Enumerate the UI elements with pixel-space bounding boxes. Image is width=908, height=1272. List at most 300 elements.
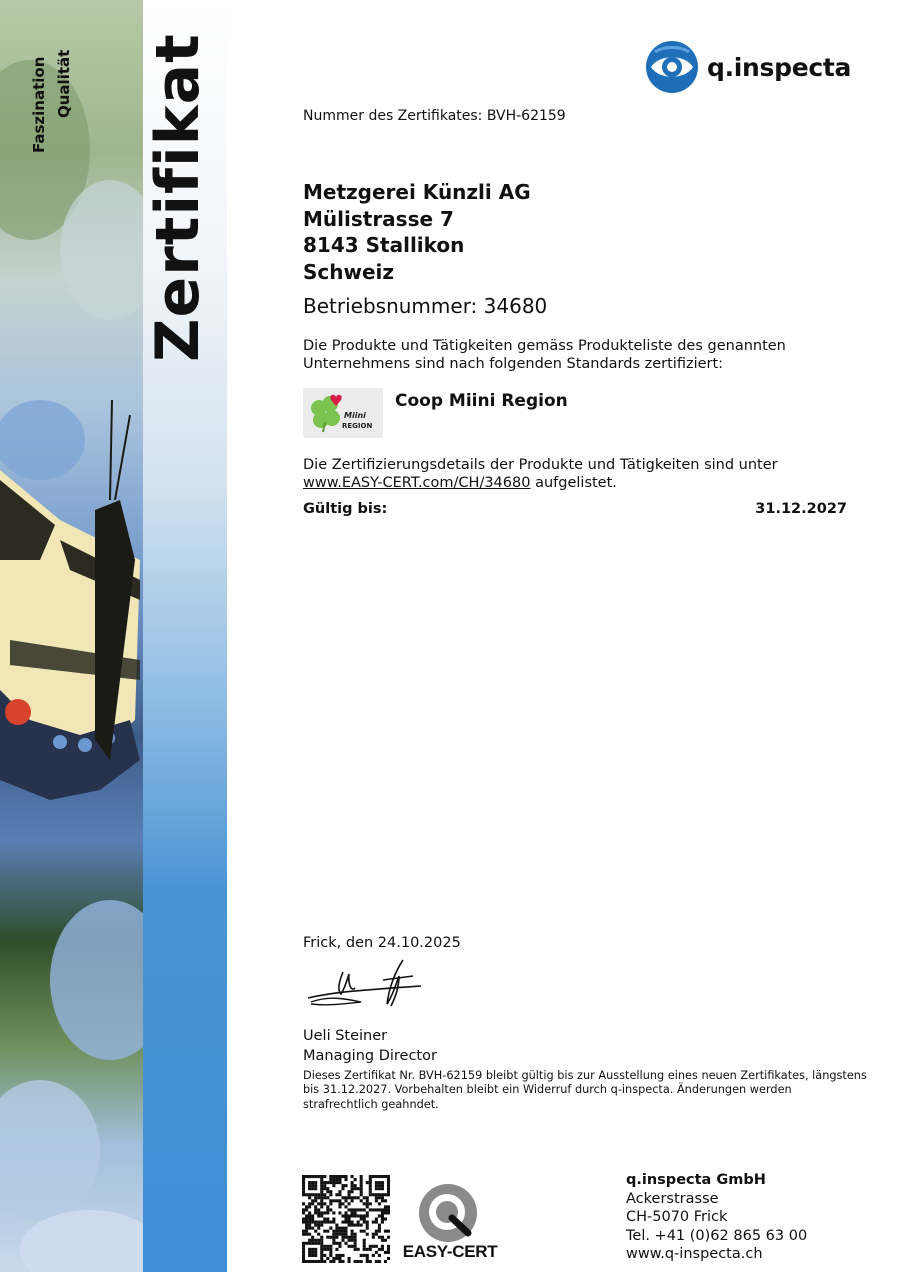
qr-module xyxy=(329,1227,332,1230)
qr-module xyxy=(308,1224,311,1227)
qr-module xyxy=(366,1202,369,1205)
qr-module xyxy=(308,1242,311,1245)
qr-module xyxy=(311,1242,314,1245)
qr-module xyxy=(381,1221,384,1224)
qr-module xyxy=(384,1205,387,1208)
qr-module xyxy=(332,1239,335,1242)
qr-module xyxy=(317,1202,320,1205)
qr-module xyxy=(308,1193,311,1196)
qr-module xyxy=(375,1251,378,1254)
qr-module xyxy=(329,1175,332,1178)
qr-module xyxy=(332,1260,335,1263)
qr-module xyxy=(329,1208,332,1211)
qr-module xyxy=(351,1208,354,1211)
qr-module xyxy=(384,1193,387,1196)
legal-note: Dieses Zertifikat Nr. BVH-62159 bleibt gültig bis zur Ausstellung eines neuen Zertifikates, längstens bis 31.12.2027. Vorbehalten bleibt ein Widerruf durch q-inspecta. Änderungen werden strafrechtlich geahndet. xyxy=(303,1069,867,1111)
qr-module xyxy=(354,1236,357,1239)
qr-module xyxy=(381,1193,384,1196)
qr-module xyxy=(387,1190,390,1193)
qr-module xyxy=(314,1187,317,1190)
qr-module xyxy=(351,1221,354,1224)
qr-module xyxy=(332,1199,335,1202)
qr-module xyxy=(387,1208,390,1211)
qr-module xyxy=(360,1224,363,1227)
qr-module xyxy=(311,1214,314,1217)
qr-module xyxy=(348,1196,351,1199)
qr-module xyxy=(341,1196,344,1199)
qr-module xyxy=(372,1233,375,1236)
qr-module xyxy=(351,1230,354,1233)
qr-module xyxy=(308,1181,311,1184)
qr-module xyxy=(381,1239,384,1242)
qr-module xyxy=(314,1211,317,1214)
qr-code[interactable] xyxy=(302,1175,390,1263)
qr-module xyxy=(387,1211,390,1214)
signer xyxy=(303,1026,437,1066)
qr-module xyxy=(354,1184,357,1187)
company-website[interactable]: www.q-inspecta.ch xyxy=(626,1246,763,1262)
qr-module xyxy=(354,1242,357,1245)
place-date: Frick, den 24.10.2025 xyxy=(303,935,461,951)
qr-module xyxy=(317,1214,320,1217)
qr-module xyxy=(363,1196,366,1199)
qr-module xyxy=(384,1260,387,1263)
qr-module xyxy=(335,1178,338,1181)
qr-module xyxy=(335,1227,338,1230)
qr-module xyxy=(305,1230,308,1233)
qr-module xyxy=(308,1202,311,1205)
qr-module xyxy=(329,1202,332,1205)
qr-module xyxy=(341,1221,344,1224)
qr-module xyxy=(351,1199,354,1202)
qr-module xyxy=(302,1187,305,1190)
qr-module xyxy=(314,1242,317,1245)
qr-module xyxy=(381,1196,384,1199)
certificate-number: Nummer des Zertifikates: BVH-62159 xyxy=(303,108,566,124)
qr-module xyxy=(302,1245,305,1248)
qr-module xyxy=(360,1199,363,1202)
easy-cert-link[interactable]: www.EASY-CERT.com/CH/34680 xyxy=(303,475,531,491)
qr-module xyxy=(305,1208,308,1211)
qr-module xyxy=(314,1239,317,1242)
qr-module xyxy=(369,1190,372,1193)
qr-module xyxy=(366,1248,369,1251)
handwritten-signature xyxy=(303,958,433,1018)
qr-module xyxy=(320,1248,323,1251)
details-prefix: Die Zertifizierungsdetails der Produkte und Tätigkeiten sind unter xyxy=(303,457,778,473)
qr-module xyxy=(357,1187,360,1190)
qr-module xyxy=(329,1190,332,1193)
qr-module xyxy=(369,1175,372,1178)
qr-module xyxy=(338,1230,341,1233)
qr-module xyxy=(363,1217,366,1220)
qr-module xyxy=(387,1248,390,1251)
qr-module xyxy=(378,1230,381,1233)
qr-module xyxy=(387,1181,390,1184)
qr-module xyxy=(351,1190,354,1193)
qr-module xyxy=(314,1224,317,1227)
qr-module xyxy=(341,1254,344,1257)
q-inspecta-eye-logo-icon xyxy=(645,40,699,94)
qr-module xyxy=(329,1248,332,1251)
qr-module xyxy=(314,1199,317,1202)
qr-module xyxy=(378,1248,381,1251)
qr-module xyxy=(335,1224,338,1227)
qr-module xyxy=(320,1260,323,1263)
address-line: Schweiz xyxy=(303,259,395,284)
qr-module xyxy=(332,1230,335,1233)
qr-module xyxy=(305,1214,308,1217)
qr-module xyxy=(317,1208,320,1211)
qr-module xyxy=(387,1251,390,1254)
qr-module xyxy=(323,1196,326,1199)
qr-module xyxy=(326,1236,329,1239)
qr-module xyxy=(354,1214,357,1217)
qr-module xyxy=(314,1230,317,1233)
qr-module xyxy=(375,1260,378,1263)
qr-module xyxy=(317,1193,320,1196)
qr-module xyxy=(332,1217,335,1220)
qr-module xyxy=(338,1211,341,1214)
qr-module xyxy=(329,1245,332,1248)
qr-module xyxy=(344,1184,347,1187)
qr-module xyxy=(378,1227,381,1230)
qr-module xyxy=(357,1221,360,1224)
miini-region-clover-logo-icon xyxy=(303,388,383,438)
region-logo-word: REGION xyxy=(342,422,373,430)
qr-module xyxy=(357,1224,360,1227)
qr-module xyxy=(351,1214,354,1217)
qr-module xyxy=(363,1214,366,1217)
qr-module xyxy=(387,1205,390,1208)
qr-module xyxy=(317,1196,320,1199)
qr-module xyxy=(344,1227,347,1230)
qr-module xyxy=(366,1254,369,1257)
qr-module xyxy=(360,1208,363,1211)
qr-module xyxy=(348,1190,351,1193)
qr-module xyxy=(366,1224,369,1227)
qr-module xyxy=(375,1181,378,1184)
qr-module xyxy=(372,1221,375,1224)
qr-module xyxy=(354,1248,357,1251)
qr-module xyxy=(344,1217,347,1220)
qr-module xyxy=(344,1233,347,1236)
butterfly-photo xyxy=(0,0,143,1272)
qr-module xyxy=(335,1248,338,1251)
company-street: Ackerstrasse xyxy=(626,1190,719,1207)
qr-module xyxy=(302,1221,305,1224)
qr-module xyxy=(314,1184,317,1187)
qr-module xyxy=(369,1187,372,1190)
qr-module xyxy=(329,1181,332,1184)
qr-module xyxy=(354,1211,357,1214)
qr-module xyxy=(326,1230,329,1233)
qr-module xyxy=(363,1254,366,1257)
qr-module xyxy=(351,1245,354,1248)
qr-module xyxy=(314,1248,317,1251)
qr-module xyxy=(335,1236,338,1239)
qr-module xyxy=(366,1260,369,1263)
qr-module xyxy=(326,1196,329,1199)
qr-module xyxy=(338,1175,341,1178)
qr-module xyxy=(320,1254,323,1257)
qr-module xyxy=(311,1260,314,1263)
qr-module xyxy=(341,1175,344,1178)
qr-module xyxy=(320,1257,323,1260)
qr-module xyxy=(344,1205,347,1208)
address-line: Mülistrasse 7 xyxy=(303,206,454,231)
qr-module xyxy=(302,1193,305,1196)
qr-module xyxy=(326,1190,329,1193)
intro-text: Die Produkte und Tätigkeiten gemäss Produkteliste des genannten Unternehmens sind nach folgenden Standards zertifiziert: xyxy=(303,338,786,372)
qr-module xyxy=(320,1190,323,1193)
qr-module xyxy=(375,1175,378,1178)
qr-module xyxy=(329,1236,332,1239)
qr-module xyxy=(387,1175,390,1178)
qr-module xyxy=(372,1245,375,1248)
qr-module xyxy=(378,1175,381,1178)
qr-module xyxy=(338,1257,341,1260)
qr-module xyxy=(332,1257,335,1260)
qr-module xyxy=(308,1187,311,1190)
qr-module xyxy=(384,1251,387,1254)
qr-module xyxy=(320,1224,323,1227)
qr-module xyxy=(302,1202,305,1205)
miini-region-logo xyxy=(303,388,383,438)
qr-module xyxy=(341,1239,344,1242)
qr-module xyxy=(354,1178,357,1181)
qr-module xyxy=(351,1233,354,1236)
qr-module xyxy=(308,1233,311,1236)
logo-name: q.inspecta xyxy=(707,52,852,82)
qr-module xyxy=(354,1233,357,1236)
qr-module xyxy=(308,1214,311,1217)
qr-module xyxy=(354,1208,357,1211)
qr-module xyxy=(302,1248,305,1251)
qr-module xyxy=(305,1221,308,1224)
qr-module xyxy=(338,1260,341,1263)
qr-module xyxy=(354,1196,357,1199)
qr-module xyxy=(323,1211,326,1214)
qr-module xyxy=(351,1239,354,1242)
qr-module xyxy=(372,1208,375,1211)
qr-module xyxy=(314,1205,317,1208)
qr-module xyxy=(302,1257,305,1260)
qr-module xyxy=(369,1178,372,1181)
qr-module xyxy=(323,1254,326,1257)
qr-module xyxy=(338,1199,341,1202)
qr-module xyxy=(308,1227,311,1230)
qr-module xyxy=(363,1230,366,1233)
company-city: CH-5070 Frick xyxy=(626,1209,728,1225)
qr-module xyxy=(384,1208,387,1211)
qr-module xyxy=(329,1199,332,1202)
qr-module xyxy=(366,1214,369,1217)
qr-module xyxy=(338,1227,341,1230)
qr-module xyxy=(326,1181,329,1184)
qr-module xyxy=(381,1214,384,1217)
qr-module xyxy=(375,1184,378,1187)
qr-module xyxy=(348,1260,351,1263)
qr-module xyxy=(323,1260,326,1263)
qr-module xyxy=(311,1193,314,1196)
qr-module xyxy=(366,1211,369,1214)
qr-module xyxy=(302,1178,305,1181)
qr-module xyxy=(366,1233,369,1236)
qr-module xyxy=(308,1254,311,1257)
qr-module xyxy=(323,1217,326,1220)
qr-module xyxy=(351,1211,354,1214)
qr-module xyxy=(311,1227,314,1230)
qr-module xyxy=(302,1211,305,1214)
qr-module xyxy=(360,1214,363,1217)
qr-module xyxy=(351,1187,354,1190)
qr-module xyxy=(348,1257,351,1260)
qr-module xyxy=(308,1221,311,1224)
qr-module xyxy=(326,1217,329,1220)
qr-module xyxy=(381,1181,384,1184)
qr-module xyxy=(338,1205,341,1208)
qr-module xyxy=(387,1257,390,1260)
qr-module xyxy=(332,1175,335,1178)
qr-module xyxy=(320,1178,323,1181)
qr-module xyxy=(378,1196,381,1199)
qr-module xyxy=(320,1245,323,1248)
qr-module xyxy=(348,1217,351,1220)
qr-module xyxy=(302,1184,305,1187)
qr-module xyxy=(305,1242,308,1245)
qr-module xyxy=(320,1175,323,1178)
qr-module xyxy=(320,1199,323,1202)
qr-module xyxy=(375,1221,378,1224)
qr-module xyxy=(348,1193,351,1196)
qr-module xyxy=(360,1190,363,1193)
qr-module xyxy=(314,1254,317,1257)
qr-module xyxy=(360,1187,363,1190)
qr-module xyxy=(335,1242,338,1245)
qr-module xyxy=(332,1242,335,1245)
qr-module xyxy=(308,1175,311,1178)
qr-module xyxy=(357,1208,360,1211)
qr-module xyxy=(320,1184,323,1187)
qr-module xyxy=(357,1248,360,1251)
qr-module xyxy=(384,1230,387,1233)
qr-module xyxy=(329,1251,332,1254)
qr-module xyxy=(360,1181,363,1184)
qr-module xyxy=(341,1236,344,1239)
qr-module xyxy=(308,1248,311,1251)
qr-module xyxy=(387,1184,390,1187)
qr-module xyxy=(381,1236,384,1239)
qr-module xyxy=(381,1217,384,1220)
qr-module xyxy=(351,1196,354,1199)
qr-module xyxy=(344,1236,347,1239)
qr-module xyxy=(351,1175,354,1178)
qr-module xyxy=(372,1175,375,1178)
qr-module xyxy=(335,1230,338,1233)
qr-module xyxy=(332,1233,335,1236)
qr-module xyxy=(341,1202,344,1205)
qr-module xyxy=(317,1227,320,1230)
qr-module xyxy=(360,1184,363,1187)
qr-module xyxy=(314,1193,317,1196)
qr-module xyxy=(341,1230,344,1233)
qr-module xyxy=(372,1193,375,1196)
qr-module xyxy=(344,1242,347,1245)
qr-module xyxy=(332,1236,335,1239)
qr-module xyxy=(320,1236,323,1239)
qr-module xyxy=(351,1181,354,1184)
qr-module xyxy=(366,1199,369,1202)
qr-module xyxy=(378,1202,381,1205)
qr-module xyxy=(314,1196,317,1199)
qr-module xyxy=(338,1242,341,1245)
qr-module xyxy=(375,1245,378,1248)
qr-module xyxy=(338,1178,341,1181)
qr-module xyxy=(366,1196,369,1199)
qr-module xyxy=(302,1254,305,1257)
qr-module xyxy=(308,1211,311,1214)
qr-module xyxy=(311,1239,314,1242)
qr-module xyxy=(320,1214,323,1217)
qr-module xyxy=(366,1181,369,1184)
qr-module xyxy=(381,1208,384,1211)
qr-module xyxy=(341,1260,344,1263)
easy-cert-label: EASY-CERT xyxy=(402,1242,498,1261)
qr-module xyxy=(332,1211,335,1214)
details-suffix: aufgelistet. xyxy=(530,475,617,491)
qr-module xyxy=(381,1184,384,1187)
qr-module xyxy=(375,1208,378,1211)
qr-module xyxy=(357,1214,360,1217)
qr-module xyxy=(305,1227,308,1230)
qr-module xyxy=(326,1208,329,1211)
qr-module xyxy=(375,1187,378,1190)
qr-module xyxy=(311,1181,314,1184)
qr-module xyxy=(302,1190,305,1193)
qr-module xyxy=(305,1260,308,1263)
qr-module xyxy=(320,1193,323,1196)
qr-module xyxy=(366,1221,369,1224)
qr-module xyxy=(348,1224,351,1227)
qr-module xyxy=(320,1221,323,1224)
qr-module xyxy=(344,1230,347,1233)
qr-module xyxy=(338,1245,341,1248)
qr-module xyxy=(354,1245,357,1248)
qr-module xyxy=(320,1205,323,1208)
qr-module xyxy=(341,1233,344,1236)
company-name: q.inspecta GmbH xyxy=(626,1172,766,1188)
qr-module xyxy=(305,1224,308,1227)
qr-module xyxy=(335,1175,338,1178)
qr-module xyxy=(320,1239,323,1242)
qr-module xyxy=(354,1239,357,1242)
qr-module xyxy=(381,1248,384,1251)
qr-module xyxy=(317,1260,320,1263)
qr-module xyxy=(378,1187,381,1190)
qr-module xyxy=(344,1221,347,1224)
qr-module xyxy=(381,1199,384,1202)
qr-module xyxy=(344,1196,347,1199)
qr-module xyxy=(329,1254,332,1257)
qr-module xyxy=(360,1175,363,1178)
qr-module xyxy=(335,1257,338,1260)
qr-module xyxy=(305,1217,308,1220)
qr-module xyxy=(323,1193,326,1196)
qr-module xyxy=(354,1224,357,1227)
qr-module xyxy=(326,1187,329,1190)
qr-module xyxy=(375,1233,378,1236)
